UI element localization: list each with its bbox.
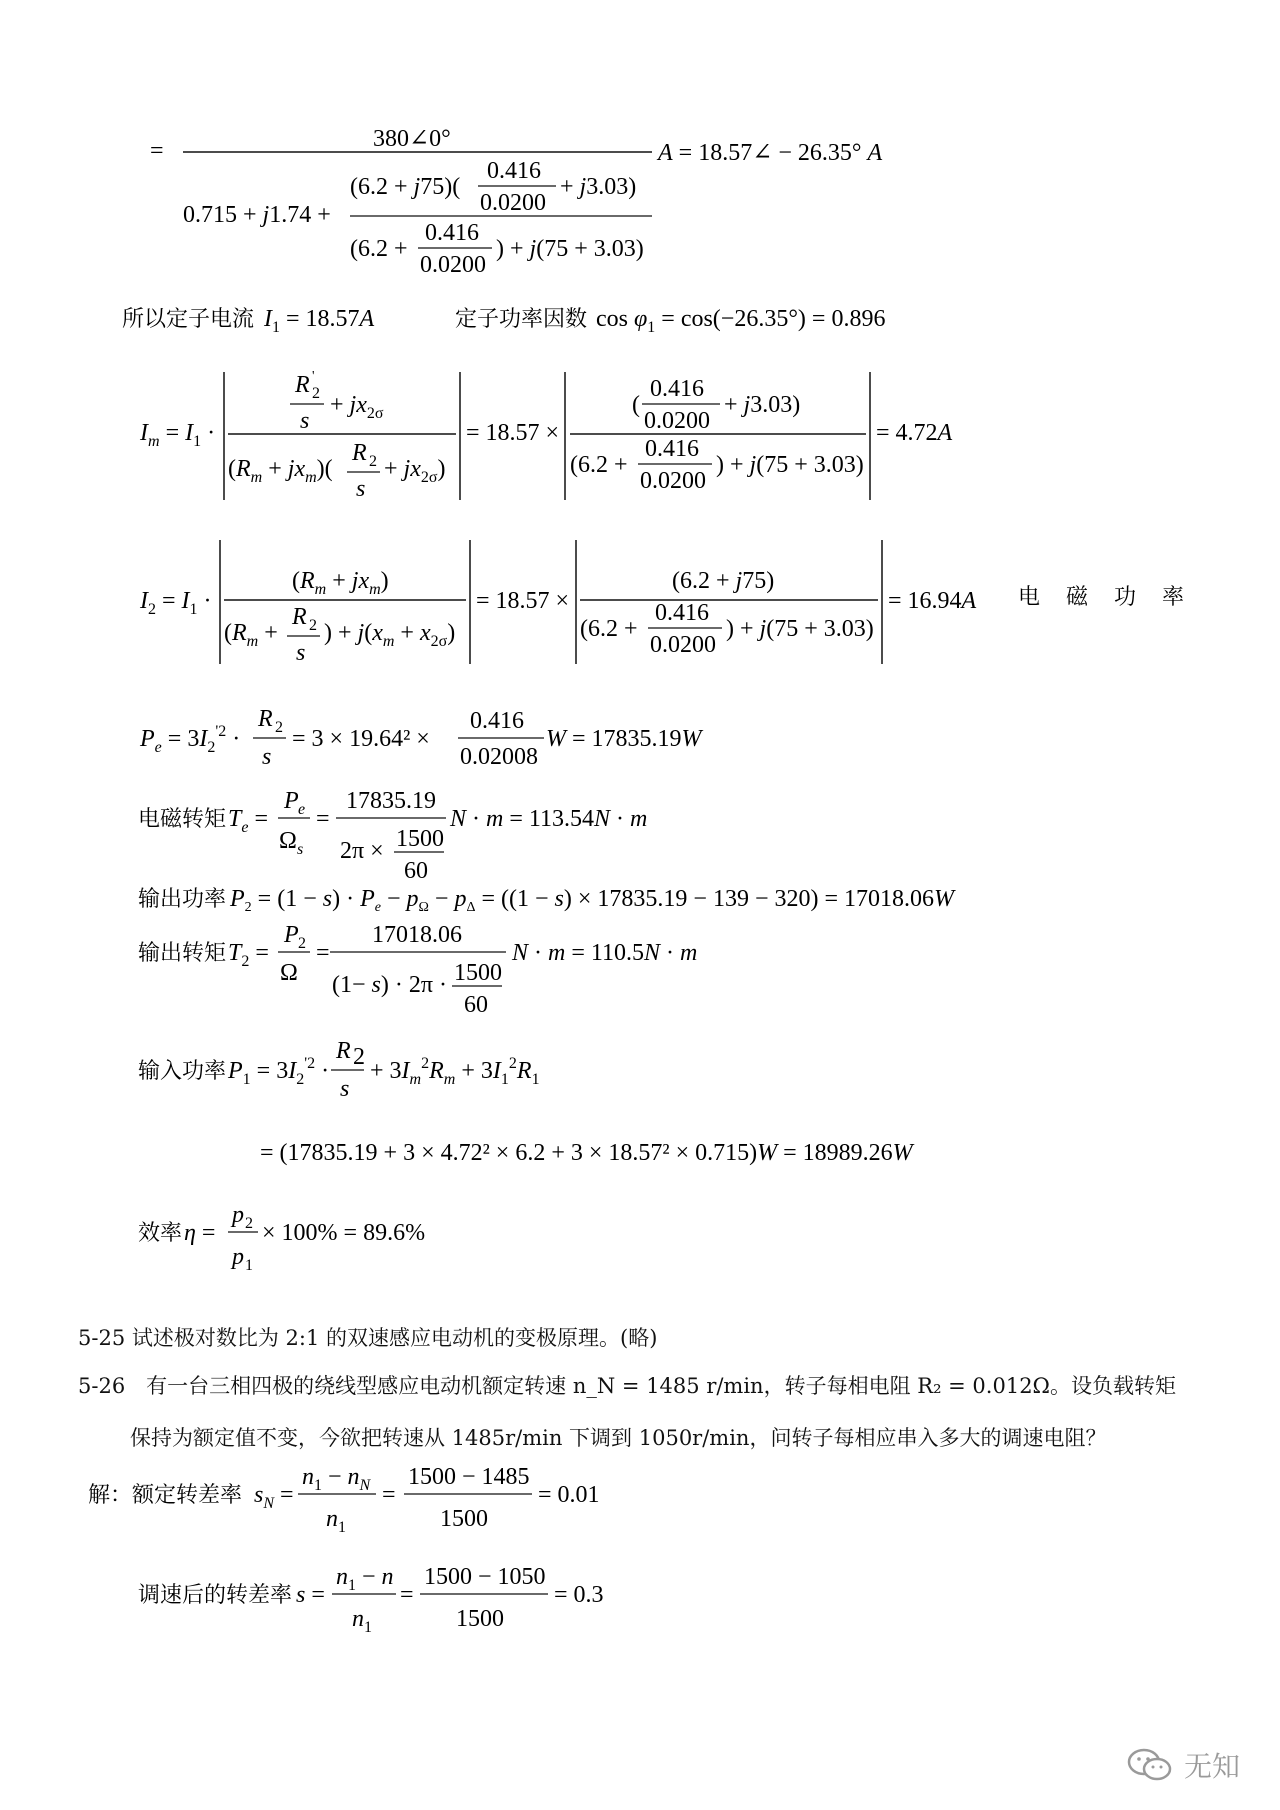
svg-text:2: 2 [298, 935, 306, 952]
solution-s [138, 1564, 604, 1636]
svg-text:解：额定转差率: 解：额定转差率 [88, 1483, 243, 1508]
svg-text:(6.2 + j75): (6.2 + j75) [672, 568, 775, 594]
svg-text:60: 60 [404, 858, 428, 884]
svg-text:= (17835.19 + 3 × 4.72² × 6.2: = (17835.19 + 3 × 4.72² × 6.2 + 3 × 18.57² × 0.715)W = 18989.26W [260, 1140, 913, 1166]
em-power-label: 电磁功率 [1018, 585, 1211, 610]
svg-text:1: 1 [338, 1519, 346, 1536]
svg-text:p: p [232, 1202, 244, 1228]
svg-text:n1 − n: $n_1 - n$ [336, 1564, 394, 1594]
svg-text:R: R [295, 372, 310, 398]
equation-current-i1 [150, 126, 882, 278]
svg-text:2π ×: 2π × [340, 838, 384, 864]
svg-text:(Rm + jxm)(: $(R_m + jx_m)$( [228, 456, 333, 486]
svg-text:(1− s) · 2π ·: (1− s) · 2π · [332, 972, 447, 998]
svg-text:= 0.3: = 0.3 [554, 1582, 604, 1608]
svg-text:0.715 + j1.74 +: 0.715 + j1.74 + [183, 202, 331, 228]
svg-text:+ jx2σ: + $jx_{2\sigma}$ [330, 392, 384, 422]
svg-text:': ' [312, 369, 315, 384]
svg-text:所以定子电流: 所以定子电流 [122, 307, 255, 332]
svg-text:0.416: 0.416 [487, 158, 541, 184]
svg-text:0.416: 0.416 [645, 436, 699, 462]
svg-text:+ jx2σ): + $jx_{2\sigma}$) [384, 456, 446, 486]
svg-text:R: R [336, 1038, 351, 1064]
svg-text:1500 − 1050: 1500 − 1050 [424, 1564, 546, 1590]
svg-text:s =: s = [296, 1582, 325, 1608]
equation-p1-value [260, 1140, 915, 1166]
svg-text:(6.2 + j75)(: (6.2 + j75)( [350, 174, 461, 200]
equation-p1 [138, 1038, 540, 1102]
svg-text:2: 2 [245, 1215, 253, 1232]
svg-text:=: = [400, 1582, 414, 1608]
equation-im [139, 369, 953, 502]
svg-text:P: P [284, 788, 299, 814]
svg-text:R: R [352, 440, 367, 466]
svg-text:+ 3Im2Rm + 3I12R1: + $3I_m^2R_m + 3I_1^2R_1$ [370, 1055, 540, 1088]
svg-text:= 18.57 ×: = 18.57 × [476, 588, 570, 614]
svg-text:0.02008: 0.02008 [460, 744, 538, 770]
svg-text:(Rm + jxm): $(R_m + jx_m)$ [292, 568, 389, 598]
watermark-text: 无知 [1183, 1750, 1240, 1783]
svg-text:输出转矩: 输出转矩 [138, 941, 227, 966]
watermark [1126, 1745, 1240, 1785]
svg-text:P1 = 3I2'2 ·: $P_1 = 3I_2^{'2}$ · [228, 1055, 330, 1088]
solution-sn [88, 1464, 600, 1536]
svg-text:输出功率: 输出功率 [138, 887, 227, 912]
svg-text:× 100% = 89.6%: × 100% = 89.6% [262, 1220, 426, 1246]
svg-text:0.0200: 0.0200 [480, 190, 546, 216]
problem-5-26-line1: 5-26 有一台三相四极的绕线型感应电动机额定转速 n_N = 1485 r/min，转子每相电阻 R₂ = 0.012Ω。设负载转矩 [78, 1374, 1176, 1398]
svg-text:2: 2 [275, 719, 283, 736]
svg-text:Ω: Ω [280, 960, 298, 986]
svg-text:2: 2 [309, 617, 317, 634]
svg-text:(Rm +: ($R_m$ + [224, 620, 278, 650]
svg-text:) + j(xm + x2σ): ) + $j(x_m + x_{2\sigma})$ [324, 620, 456, 650]
svg-text:输入功率: 输入功率 [138, 1059, 227, 1084]
svg-text:s: s [296, 640, 306, 666]
wechat-icon [1126, 1748, 1174, 1782]
svg-text:1500: 1500 [454, 960, 502, 986]
svg-text:0.0200: 0.0200 [644, 408, 710, 434]
svg-text:(: ( [632, 392, 640, 418]
svg-text:Im = I1 ·: $I_m = I_1$ · [140, 420, 216, 450]
svg-text:1500: 1500 [440, 1506, 488, 1532]
svg-text:I1 = 18.57A: $I_1 = 18.57A$ [264, 306, 375, 336]
stator-current-line [122, 306, 885, 336]
svg-text:1: 1 [364, 1619, 372, 1636]
svg-text:n1 − nN: $n_1 - n_N$ [302, 1464, 371, 1494]
svg-text:I2 = I1 ·: $I_2 = I_1$ · [140, 588, 212, 618]
svg-text:0.416: 0.416 [470, 708, 524, 734]
svg-text:=: = [316, 806, 330, 832]
svg-text:60: 60 [464, 992, 488, 1018]
svg-text:= 4.72A: = 4.72A [876, 420, 953, 446]
equation-i2 [139, 540, 977, 666]
svg-text:+ j3.03): + j3.03) [724, 392, 801, 418]
svg-text:= 3 × 19.64² ×: = 3 × 19.64² × [292, 726, 430, 752]
svg-text:2: 2 [312, 385, 320, 402]
svg-text:N · m = 113.54N · m: N · m = 113.54N · m [450, 806, 648, 832]
svg-text:s: s [300, 408, 310, 434]
svg-text:η =: η = [184, 1220, 216, 1246]
svg-text:1: 1 [245, 1257, 253, 1274]
svg-text:cos φ1 = cos(−26.35°) = 0.896: $\cos \varphi_1 = \cos(-26.35^\circ) = 0.896$ [596, 306, 886, 336]
svg-text:1500 − 1485: 1500 − 1485 [408, 1464, 530, 1490]
problem-5-26-line2: 保持为额定值不变，今欲把转速从 1485r/min 下调到 1050r/min，问转子每相应串入多大的调速电阻？ [130, 1426, 1107, 1450]
svg-text:(6.2 +: (6.2 + [350, 236, 408, 262]
svg-text:) + j(75 + 3.03): ) + j(75 + 3.03) [496, 236, 644, 262]
svg-text:Te =: $T_e$ = [228, 806, 269, 836]
svg-text:R: R [292, 604, 307, 630]
svg-text:1500: 1500 [456, 1606, 504, 1632]
svg-text:sN =: $s_N$ = [254, 1482, 294, 1512]
svg-text:380∠0°: 380∠0° [373, 126, 451, 152]
svg-text:W = 17835.19W: W = 17835.19W [546, 726, 702, 752]
svg-text:调速后的转差率: 调速后的转差率 [138, 1583, 293, 1608]
svg-text:N · m = 110.5N · m: N · m = 110.5N · m [512, 940, 698, 966]
svg-text:s: s [340, 1076, 350, 1102]
svg-text:T2 =: $T_2$ = [228, 940, 269, 970]
svg-text:电磁转矩: 电磁转矩 [138, 807, 227, 832]
svg-text:(6.2 +: (6.2 + [570, 452, 628, 478]
svg-text:17018.06: 17018.06 [372, 922, 462, 948]
svg-text:=: = [316, 940, 330, 966]
svg-text:n: n [352, 1606, 364, 1632]
svg-text:0.0200: 0.0200 [650, 632, 716, 658]
svg-text:Ω: Ω [279, 828, 297, 854]
svg-text:0.416: 0.416 [650, 376, 704, 402]
svg-text:) + j(75 + 3.03): ) + j(75 + 3.03) [716, 452, 864, 478]
svg-text:) + j(75 + 3.03): ) + j(75 + 3.03) [726, 616, 874, 642]
svg-text:Pe = 3I2'2 ·: $P_e = 3I_2^{'2}$ · [140, 723, 241, 756]
svg-text:(6.2 +: (6.2 + [580, 616, 638, 642]
svg-text:效率: 效率 [138, 1221, 183, 1246]
svg-text:定子功率因数: 定子功率因数 [455, 307, 588, 332]
svg-text:2: 2 [369, 453, 377, 470]
svg-text:1500: 1500 [396, 826, 444, 852]
svg-text:0.416: 0.416 [655, 600, 709, 626]
equation-efficiency [138, 1202, 425, 1274]
svg-text:=: = [382, 1482, 396, 1508]
svg-text:e: e [298, 801, 306, 818]
equation-pe [139, 706, 704, 770]
svg-text:2: 2 [353, 1044, 365, 1070]
svg-text:s: s [356, 476, 366, 502]
equation-t2 [138, 922, 697, 1018]
svg-text:P: P [284, 922, 299, 948]
svg-text:= 18.57 ×: = 18.57 × [466, 420, 560, 446]
svg-text:= 16.94A: = 16.94A [888, 588, 977, 614]
equation-te [138, 788, 647, 884]
problem-5-25: 5-25 试述极对数比为 2:1 的双速感应电动机的变极原理。(略) [78, 1326, 658, 1350]
svg-text:= 0.01: = 0.01 [538, 1482, 600, 1508]
svg-text:A = 18.57∠ − 26.35° A: A = 18.57∠ − 26.35° A [658, 140, 883, 166]
svg-text:17835.19: 17835.19 [346, 788, 436, 814]
svg-text:+ j3.03): + j3.03) [560, 174, 637, 200]
svg-text:0.0200: 0.0200 [640, 468, 706, 494]
svg-text:0.416: 0.416 [425, 220, 479, 246]
svg-text:s: s [262, 744, 272, 770]
svg-text:0.0200: 0.0200 [420, 252, 486, 278]
svg-text:=: = [150, 138, 164, 164]
svg-text:s: s [297, 841, 304, 858]
svg-text:P2 = (1 − s) · Pe − pΩ − pΔ =: $P_2 = (1 - s) \cdot P_e - p_\Omega - p_\Delta = ((1 - s) \times 17835.19 - 139 - 320) = 17018.06W$ [230, 886, 954, 915]
svg-text:p: p [232, 1244, 244, 1270]
svg-text:R: R [258, 706, 273, 732]
svg-text:n: n [326, 1506, 338, 1532]
equation-p2 [138, 886, 956, 915]
